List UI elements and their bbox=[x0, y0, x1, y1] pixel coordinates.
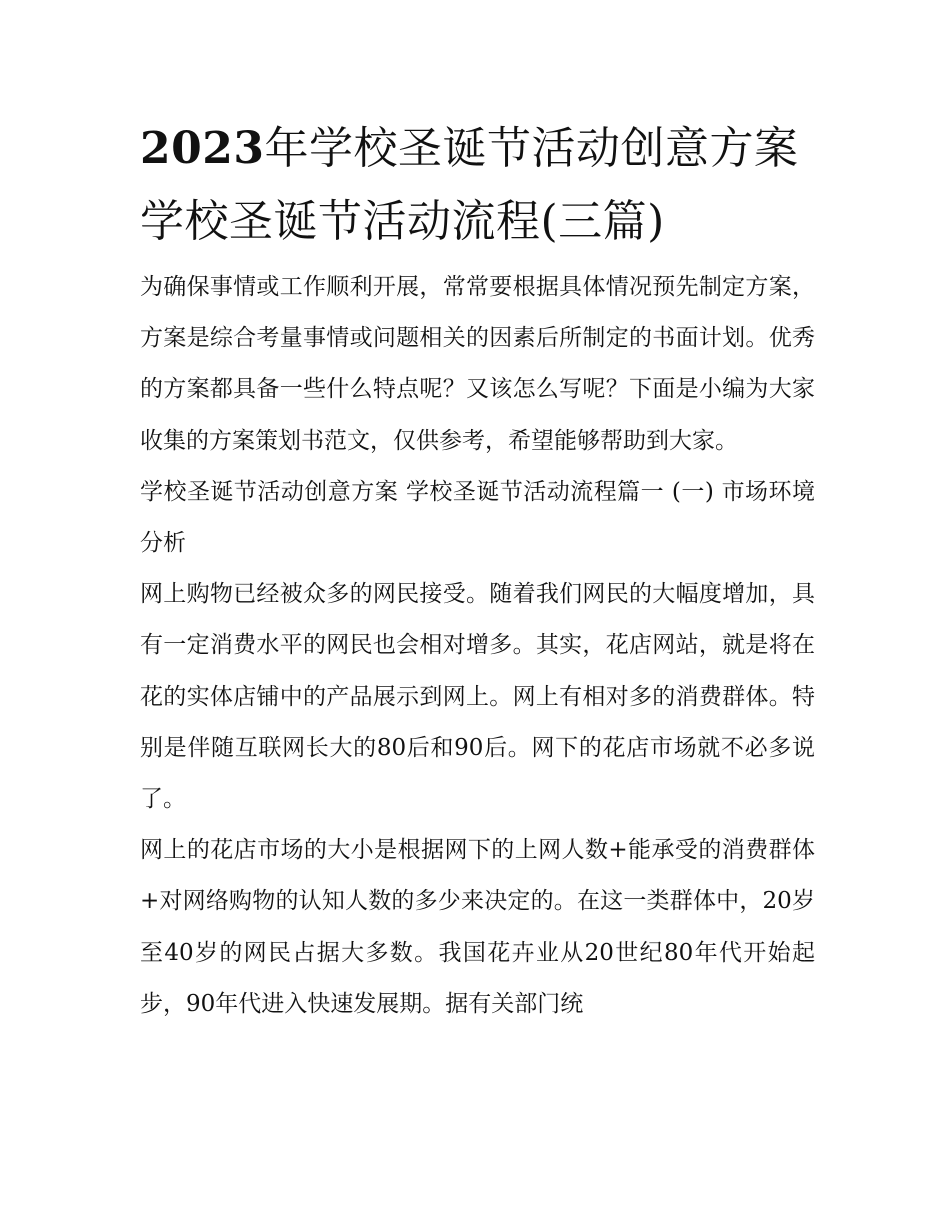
document-page bbox=[140, 112, 815, 1030]
body-paragraph: 网上的花店市场的大小是根据网下的上网人数+能承受的消费群体+对网络购物的认知人数的多少来决定的。在这一类群体中，20岁至40岁的网民占据大多数。我国花卉业从20世纪80年代开始起步，90年代进入快速发展期。据有关部门统 bbox=[140, 837, 815, 1017]
section-heading: 学校圣诞节活动创意方案 学校圣诞节活动流程篇一 (一) 市场环境分析 bbox=[140, 478, 815, 557]
title-text: 年学校圣诞节活动创意方案 学校圣诞节活动流程(三篇) bbox=[140, 123, 799, 247]
intro-paragraph: 为确保事情或工作顺利开展，常常要根据具体情况预先制定方案，方案是综合考量事情或问题相关的因素后所制定的书面计划。优秀的方案都具备一些什么特点呢？又该怎么写呢？下面是小编为大家收集的方案策划书范文，仅供参考，希望能够帮助到大家。 bbox=[140, 274, 815, 454]
title-year: 2023 bbox=[140, 123, 265, 174]
document-title bbox=[140, 112, 815, 258]
body-paragraph: 网上购物已经被众多的网民接受。随着我们网民的大幅度增加，具有一定消费水平的网民也会相对增多。其实，花店网站，就是将在花的实体店铺中的产品展示到网上。网上有相对多的消费群体。特别是伴随互联网长大的80后和90后。网下的花店市场就不必多说了。 bbox=[140, 581, 815, 813]
